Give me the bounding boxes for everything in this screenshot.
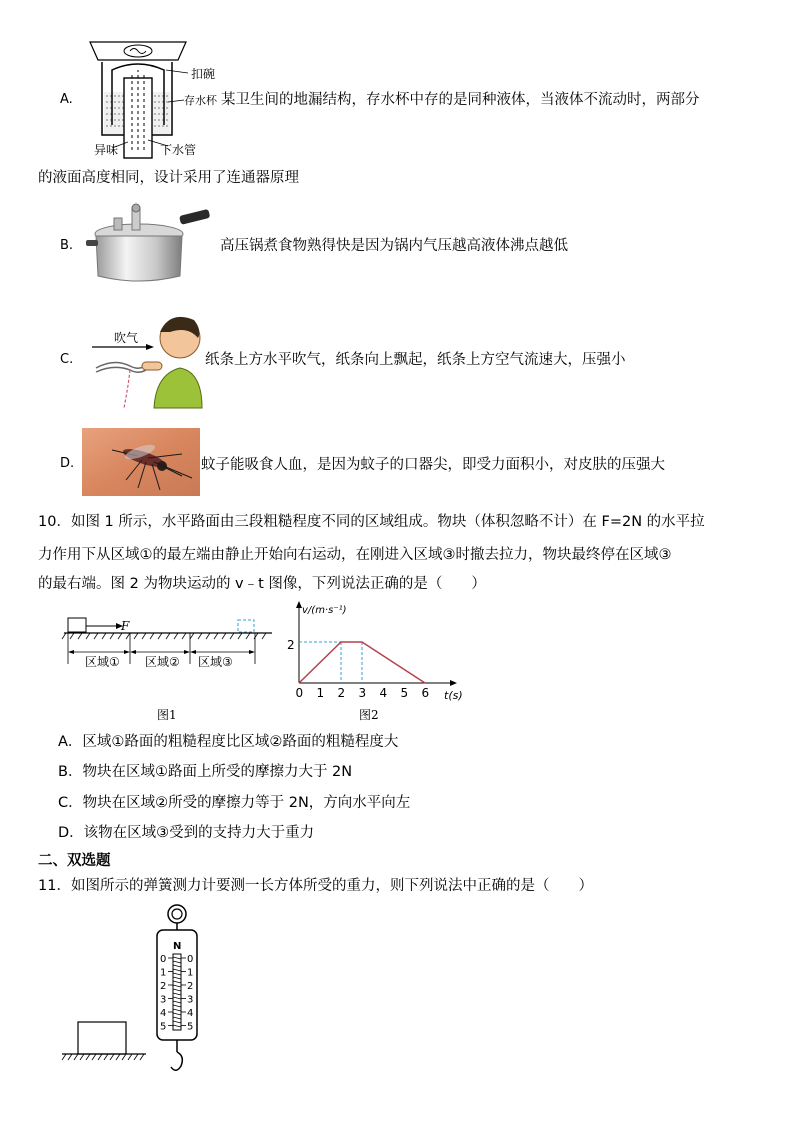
q10-option-c: C．物块在区域②所受的摩擦力等于 2N，方向水平向左 xyxy=(58,795,411,811)
q10-option-d: D．该物在区域③受到的支持力大于重力 xyxy=(58,825,315,841)
vt-graph xyxy=(282,598,467,706)
x-tick-label: 4 xyxy=(379,686,388,700)
scale-tick-label: 3 xyxy=(187,994,194,1006)
option-a-text-line2: 的液面高度相同，设计采用了连通器原理 xyxy=(38,170,299,186)
x-tick-label: 5 xyxy=(400,686,409,700)
figure2-caption: 图2 xyxy=(359,708,379,722)
q10-option-a: A．区域①路面的粗糙程度比区域②路面的粗糙程度大 xyxy=(58,734,399,750)
option-c-letter: C. xyxy=(60,352,74,367)
mosquito-photo xyxy=(82,428,200,496)
scale-tick-label: 2 xyxy=(160,981,167,992)
x-axis-arrow xyxy=(450,680,457,686)
x-axis-label: t(s) xyxy=(444,689,463,702)
x-tick-label: 0 xyxy=(295,686,304,700)
option-c-text: 纸条上方水平吹气，纸条向上飘起，纸条上方空气流速大，压强小 xyxy=(205,352,626,368)
scale-tick-label: 0 xyxy=(187,954,194,965)
scale-tick-label: 2 xyxy=(187,981,194,992)
option-b-text: 高压锅煮食物熟得快是因为锅内气压越高液体沸点越低 xyxy=(220,238,568,254)
x-tick-label: 1 xyxy=(316,686,325,700)
x-tick-label: 6 xyxy=(421,686,430,700)
force-label: F xyxy=(121,619,130,633)
figure1-caption: 图1 xyxy=(157,708,177,722)
spring-scale-figure xyxy=(152,902,202,1082)
label-bowl: 扣碗 xyxy=(191,67,216,81)
option-a-letter: A. xyxy=(60,92,73,107)
scale-tick-label: 0 xyxy=(160,954,167,965)
section-title: 二、双选题 xyxy=(38,853,111,869)
scale-tick-label: 5 xyxy=(187,1021,194,1033)
scale-tick-label: 1 xyxy=(187,967,194,979)
q10-stem-line2: 力作用下从区域①的最左端由静止开始向右运动，在刚进入区域③时撤去拉力，物块最终停在区域③ xyxy=(38,547,672,563)
zone-3-label: 区域③ xyxy=(198,655,233,669)
y-axis-label: v/(m·s⁻¹) xyxy=(302,605,347,616)
scale-tick-label: 1 xyxy=(160,967,167,979)
option-d-text: 蚊子能吸食人血，是因为蚊子的口器尖，即受力面积小，对皮肤的压强大 xyxy=(201,457,665,473)
scale-tick-label: 4 xyxy=(160,1008,167,1019)
label-cup: 存水杯 xyxy=(184,94,217,107)
scale-tick-label: 4 xyxy=(187,1008,194,1019)
option-d-letter: D. xyxy=(60,456,75,471)
q10-stem-line1: 10．如图 1 所示，水平路面由三段粗糙程度不同的区域组成。物块（体积忽略不计）在 F=2N 的水平拉 xyxy=(38,514,705,530)
q11-stem: 11．如图所示的弹簧测力计要测一长方体所受的重力，则下列说法中正确的是（ ） xyxy=(38,878,593,894)
label-blow: 吹气 xyxy=(114,331,139,345)
option-b-letter: B. xyxy=(60,238,74,253)
blowing-paper-figure xyxy=(84,308,206,413)
q10-stem-line3: 的最右端。图 2 为物块运动的 v﹣t 图像，下列说法正确的是（ ） xyxy=(38,576,486,592)
scale-unit-label: N xyxy=(173,941,182,952)
x-tick-label: 2 xyxy=(337,686,346,700)
zone-1-label: 区域① xyxy=(85,655,120,669)
label-pipe: 下水管 xyxy=(160,143,197,157)
scale-tick-label: 3 xyxy=(160,994,167,1006)
block-on-ground-figure xyxy=(58,1018,150,1066)
x-tick-label: 3 xyxy=(358,686,367,700)
option-a-text-line1: 某卫生间的地漏结构，存水杯中存的是同种液体，当液体不流动时，两部分 xyxy=(221,92,700,108)
scale-tick-label: 5 xyxy=(160,1021,167,1033)
zone-2-label: 区域② xyxy=(145,655,180,669)
y-tick-label-2: 2 xyxy=(287,638,295,652)
q10-option-b: B．物块在区域①路面上所受的摩擦力大于 2N xyxy=(58,764,353,780)
pressure-cooker-figure xyxy=(84,200,214,285)
label-odor: 异味 xyxy=(94,143,119,157)
